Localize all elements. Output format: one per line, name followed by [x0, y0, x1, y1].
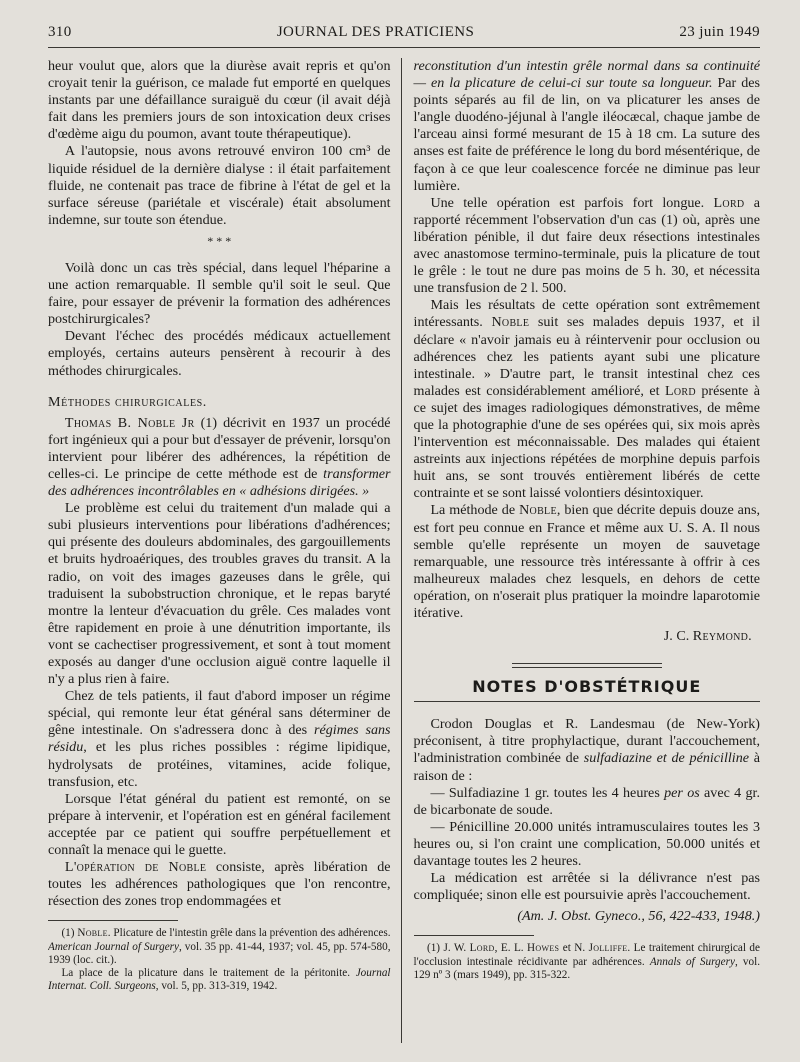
text: a rapporté récemment l'observation d'un cas (1) où, après une libération pénible, il dut faire deux résections intestinales avec anastomose termino-terminale, puis la plicature de tout le grêle : le tout ne dure pas moins de 5 h. 30, et nécessita une transfusion de 2 l. 500. — [413, 194, 760, 297]
author-name: Noble — [77, 927, 108, 940]
paragraph — [48, 859, 391, 910]
journal-name: American Journal of Surgery — [48, 940, 179, 953]
left-column — [48, 58, 402, 1043]
paragraph — [414, 785, 760, 819]
emphasis: reconstitution d'un intestin grêle normal dans sa continuité — en la plicature de celui-ci sur toute sa longueur. — [413, 58, 760, 92]
journal-name: Annals of Surgery — [649, 955, 735, 968]
paragraph — [414, 716, 760, 784]
text: (1) J. W. — [426, 942, 470, 955]
paragraph — [414, 502, 760, 622]
citation — [414, 908, 760, 925]
text: Une telle opération est parfois fort longue. — [430, 194, 714, 211]
text: , vol. 129 nº 3 (mars 1949), pp. 315-322. — [413, 955, 760, 981]
author-name: Lord — [469, 942, 495, 955]
text: Chez de tels patients, il faut d'abord imposer un régime spécial, qui remonte leur état général sans déterminer de gêne intestinale. On s'adressera donc à des — [48, 688, 391, 739]
text: (1) décrivit en 1937 un procédé fort ingénieux qui a pour but d'essayer de prévenir, lorsqu'on intervient pour libérer des adhérences, la répétition de celles-ci. Le principe de cette méthode est de — [48, 414, 391, 482]
text: suit ses malades depuis 1937, et il déclare « n'avoir jamais eu à réintervenir pour occlusion ou adhérences chez les patients ayant subi une plicature intestinale. » D'autre part, le transit intestinal chez ces malades est considérablement amélioré, et — [413, 314, 760, 399]
paragraph: La médication est arrêtée si la délivrance n'est pas compliquée; sinon elle est poursuivie après l'accouchement. — [413, 870, 760, 904]
issue-date: 23 juin 1949 — [679, 24, 760, 40]
paragraph — [48, 688, 391, 791]
text: J. C. — [663, 628, 693, 645]
running-head — [48, 24, 760, 48]
paragraph: Le problème est celui du traitement d'un malade qui a subi plusieurs interventions pour libérations d'adhérences; qui présente des douleurs abdominales, des gargouillements et bruits hydroaériques, des troubles graves du transit. A la radio, on voit des images gazeuses dans le grêle, qui traduisent la subobstruction chronique, et le repas baryté montre la lenteur d'évacuation du grêle. Ces malades vont être rapidement en proie à une dénutrition importante, ils vont se cachectiser progressivement, et sont à tout moment exposés au danger d'une occlusion aiguë contre laquelle il n'y a plus rien à faire. — [48, 500, 391, 688]
author-name: Reymond. — [692, 628, 752, 645]
emphasis: sulfadiazine et de pénicilline — [583, 750, 750, 767]
author-name: Jolliffe — [588, 942, 628, 955]
text: . Plicature de l'intestin grêle dans la prévention des adhérences. — [107, 927, 391, 940]
text: présente à ce sujet des images radiologiques démonstratives, de même que la photographie d'une de ses opérées qui, six mois après l'intervention est méconnaissable. Des malades qui étaient astreints aux injections répétées de morphine depuis parfois huit ans, se sont trouvés entièrement libérés de cette contrainte et se sont laissé volontiers désintoxiquer. — [413, 382, 760, 502]
text: Crodon Douglas et R. Landesmau (de New-York) préconisent, à titre prophylactique, durant l'accouchement, l'administration combinée de — [413, 716, 760, 767]
emphasis: transformer des adhérences incontrôlables en « adhésions dirigées. » — [48, 465, 391, 500]
text: La méthode de — [430, 502, 520, 519]
footnote-rule — [48, 920, 178, 921]
smallcaps-text: L'opération de Noble — [64, 859, 207, 876]
footnote-rule — [414, 935, 534, 936]
footnote — [48, 927, 391, 967]
paragraph: Devant l'échec des procédés médicaux actuellement employés, certains auteurs pensèrent à recourir à des méthodes chirurgicales. — [48, 328, 391, 379]
author-name: Noble — [519, 502, 557, 519]
emphasis: régimes sans résidu — [48, 722, 391, 756]
footnote — [48, 967, 391, 993]
section-separator: * * * — [207, 233, 232, 248]
paragraph: A l'autopsie, nous avons retrouvé environ 100 cm³ de liquide résiduel de la dernière dialyse : il était parfaitement fluide, ne contenait pas trace de fibrine à l'état de gel et la surface séreuse (pariétale et viscérale) était absolument indemne, sur toute son étendue. — [48, 143, 391, 228]
author-name: Noble — [491, 314, 530, 331]
text: et N. — [559, 942, 589, 955]
journal-title: JOURNAL DES PRATICIENS — [276, 24, 475, 40]
text: à raison de : — [413, 750, 760, 784]
text: , E. L. — [494, 942, 528, 955]
citation-text: (Am. J. Obst. Gyneco., 56, 422-433, 1948.) — [517, 908, 760, 925]
paragraph — [48, 415, 391, 500]
section-title: NOTES D'OBSTÉTRIQUE — [472, 677, 702, 697]
journal-name: Journal Internat. Coll. Surgeons — [48, 967, 391, 993]
double-rule — [512, 663, 662, 668]
author-name: Howes — [527, 942, 560, 955]
footnote — [414, 942, 760, 982]
paragraph — [414, 297, 760, 502]
paragraph: Voilà donc un cas très spécial, dans lequel l'héparine a une action remarquable. Il semble qu'il soit le seul. Que faire, pour essayer de prévenir la formation des adhérences postchirurgicales? — [48, 259, 391, 328]
text: Par des points séparés au fil de lin, on va plicaturer les anses de l'angle duodéno-jéjunal à l'angle iléocæcal, chaque jambe de l'arceau ainsi formé mesurant de 15 à 18 cm. La suture des anses est faite de préférence le long du bord mésentérique, de façon à ce que leur coalescence forcée ne diminue pas leur lumière. — [413, 75, 760, 194]
text: consiste, après libération de toutes les adhérences pathologiques que l'on rencontre, résection des zones trop endommagées et — [48, 859, 391, 910]
text: — Sulfadiazine 1 gr. toutes les 4 heures — [430, 784, 665, 801]
page-number: 310 — [48, 24, 72, 40]
author-name: Lord — [713, 194, 745, 211]
text: (1) — [61, 927, 78, 940]
paragraph: heur voulut que, alors que la diurèse avait repris et qu'on croyait tenir la guérison, ce malade fut emporté en quelques instants par une défaillance suraiguë du cœur (il avait déjà fait dans les premiers jours de son intoxication deux crises d'œdème aigu du poumon, avant toute thérapeutique). — [48, 58, 391, 143]
text: avec 4 gr. de bicarbonate de soude. — [413, 784, 760, 818]
text: , et les plus riches possibles : régime lipidique, hydrolysats de protéines, vitamines, acide folique, transfusion, etc. — [48, 739, 391, 790]
emphasis: per os — [664, 784, 700, 801]
author-name: Thomas B. Noble Jr — [64, 414, 195, 431]
subheading: Méthodes chirurgicales. — [48, 393, 207, 410]
text: . Le traitement chirurgical de l'occlusion intestinale récidivante par adhérences. — [413, 942, 760, 968]
text: , bien que décrite depuis douze ans, est fort peu connue en France et même aux U. S. A. Il nous semble qu'elle représente un moyen de sauvetage remarquable, une ressource très intéressante à offrir à ces malheureux malades chez lesquels, en dehors de cette opération, on n'oserait plus pratiquer la moindre laparotomie itérative. — [413, 502, 760, 621]
paragraph: Lorsque l'état général du patient est remonté, on se prépare à intervenir, et l'opération est en général facilement acceptée par ce patient qui souffre perpétuellement et connaît la menace qui le guette. — [48, 790, 391, 859]
article-signature — [414, 628, 760, 645]
section-rule — [414, 701, 760, 702]
two-column-body — [48, 58, 760, 1043]
text: , vol. 35 pp. 41-44, 1937; vol. 45, pp. 574-580, 1939 (loc. cit.). — [48, 940, 391, 966]
text: , vol. 5, pp. 313-319, 1942. — [155, 980, 278, 993]
right-column — [402, 58, 760, 1043]
text: La place de la plicature dans le traitement de la péritonite. — [61, 967, 356, 980]
paragraph: — Pénicilline 20.000 unités intramusculaires toutes les 3 heures ou, si l'on craint une complication, 50.000 unités et davantage toutes les 2 heures. — [413, 818, 760, 870]
text: Mais les résultats de cette opération sont extrêmement intéressants. — [413, 297, 760, 331]
paragraph — [414, 58, 760, 195]
author-name: Lord — [664, 382, 696, 399]
paragraph — [414, 195, 760, 298]
